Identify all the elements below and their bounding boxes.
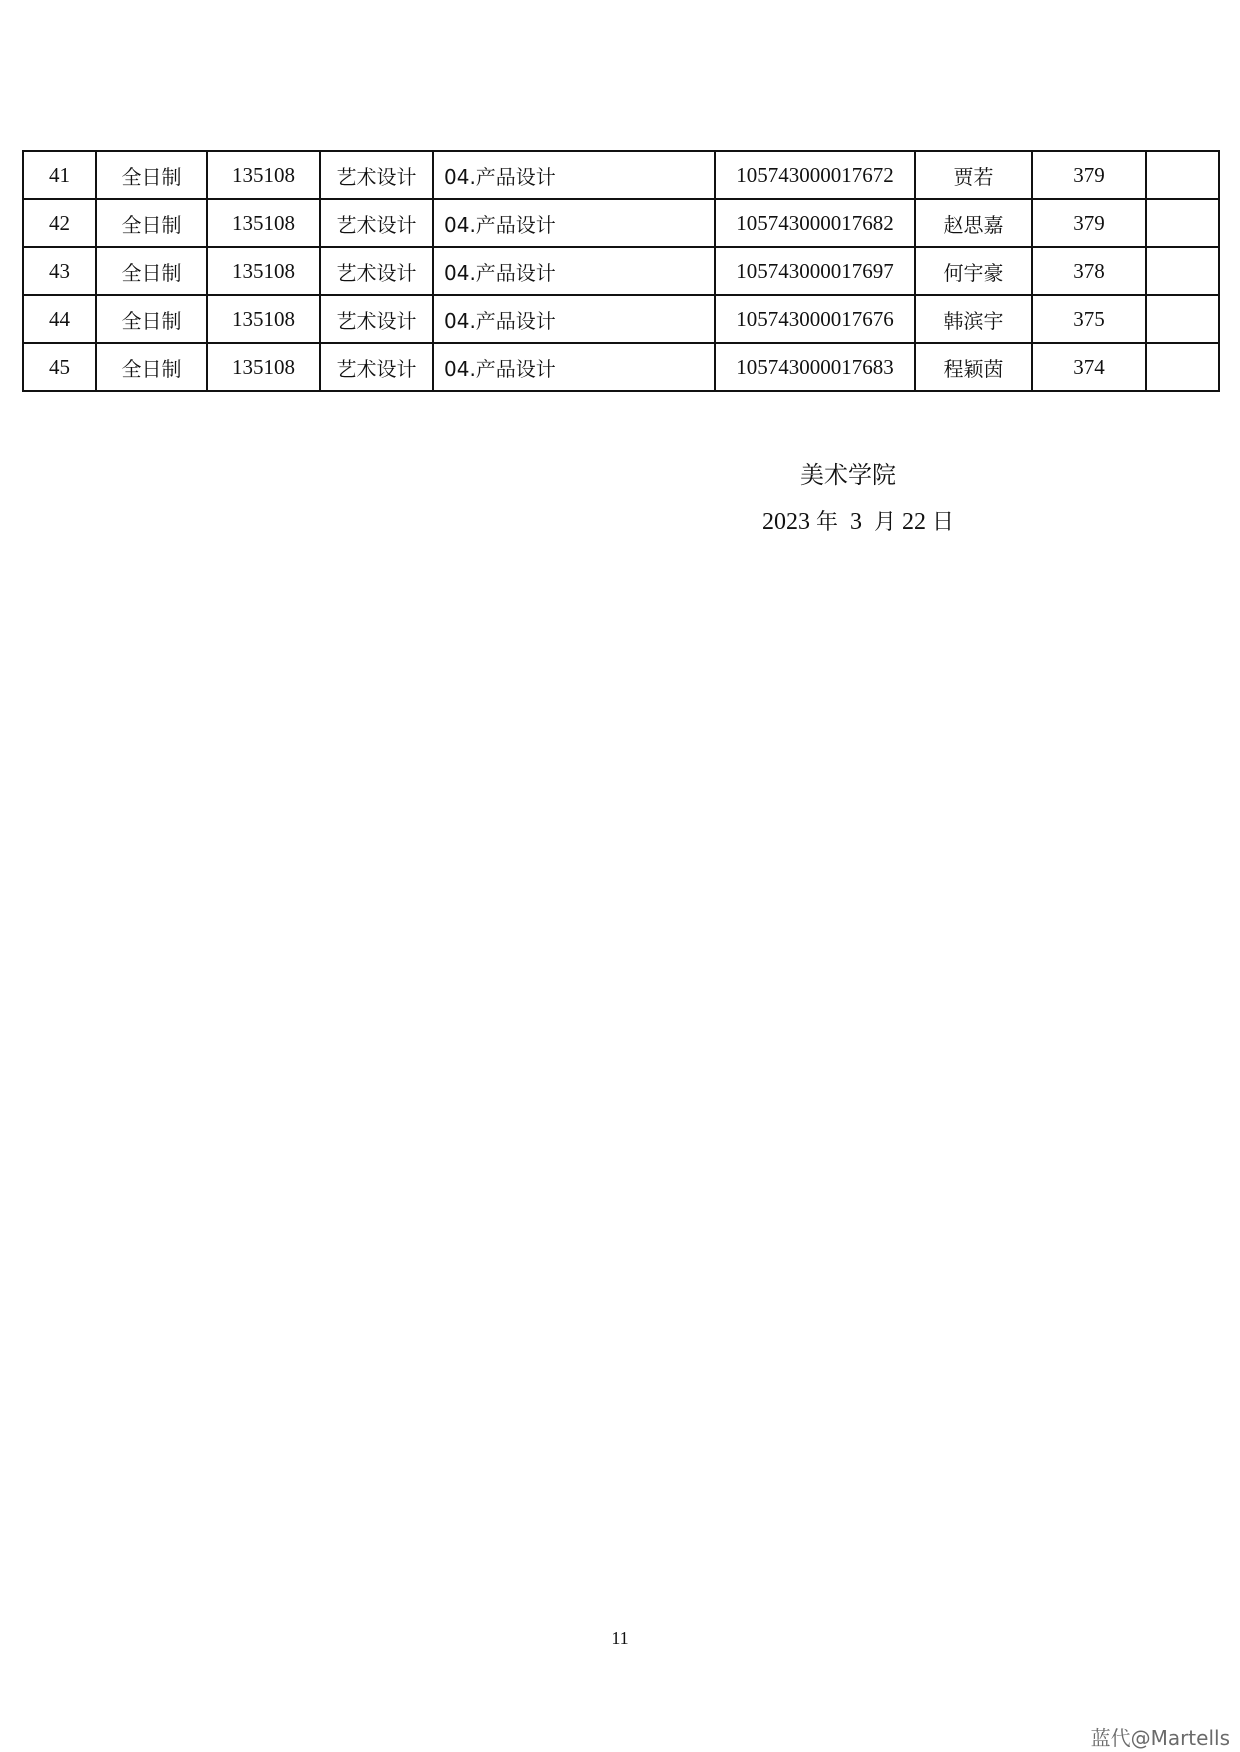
cell-no: 41	[23, 151, 96, 199]
cell-direction: 04.产品设计	[433, 343, 715, 391]
date-day-char: 日	[932, 510, 955, 535]
cell-remark	[1146, 199, 1219, 247]
cell-remark	[1146, 295, 1219, 343]
table-row	[23, 151, 1219, 199]
date-year-char: 年	[816, 510, 839, 535]
cell-score: 378	[1032, 247, 1146, 295]
cell-code: 135108	[207, 295, 320, 343]
cell-remark	[1146, 151, 1219, 199]
cell-name: 赵思嘉	[915, 199, 1032, 247]
cell-exam-id: 105743000017683	[715, 343, 915, 391]
cell-name: 何宇豪	[915, 247, 1032, 295]
cell-score: 374	[1032, 343, 1146, 391]
table-body	[23, 151, 1219, 391]
cell-exam-id: 105743000017676	[715, 295, 915, 343]
cell-remark	[1146, 247, 1219, 295]
cell-direction: 04.产品设计	[433, 151, 715, 199]
cell-direction: 04.产品设计	[433, 295, 715, 343]
cell-code: 135108	[207, 343, 320, 391]
cell-mode: 全日制	[96, 343, 207, 391]
cell-mode: 全日制	[96, 295, 207, 343]
cell-code: 135108	[207, 247, 320, 295]
admission-table	[22, 150, 1220, 392]
cell-name: 贾若	[915, 151, 1032, 199]
cell-remark	[1146, 343, 1219, 391]
watermark: 蓝代@Martells	[1090, 1726, 1230, 1750]
date-month-char: 月	[874, 510, 897, 535]
date-month: 3	[850, 509, 863, 535]
cell-major: 艺术设计	[320, 295, 433, 343]
cell-direction: 04.产品设计	[433, 247, 715, 295]
date-day: 22	[902, 509, 927, 535]
table-row	[23, 199, 1219, 247]
cell-score: 379	[1032, 151, 1146, 199]
cell-direction: 04.产品设计	[433, 199, 715, 247]
cell-exam-id: 105743000017682	[715, 199, 915, 247]
table-row	[23, 295, 1219, 343]
cell-major: 艺术设计	[320, 343, 433, 391]
cell-no: 44	[23, 295, 96, 343]
cell-score: 379	[1032, 199, 1146, 247]
cell-no: 42	[23, 199, 96, 247]
cell-name: 程颖茵	[915, 343, 1032, 391]
cell-name: 韩滨宇	[915, 295, 1032, 343]
cell-mode: 全日制	[96, 199, 207, 247]
cell-code: 135108	[207, 199, 320, 247]
page-number: 11	[611, 1628, 629, 1648]
cell-code: 135108	[207, 151, 320, 199]
cell-major: 艺术设计	[320, 247, 433, 295]
cell-no: 45	[23, 343, 96, 391]
cell-major: 艺术设计	[320, 151, 433, 199]
cell-mode: 全日制	[96, 247, 207, 295]
table-row	[23, 247, 1219, 295]
cell-exam-id: 105743000017672	[715, 151, 915, 199]
cell-score: 375	[1032, 295, 1146, 343]
cell-major: 艺术设计	[320, 199, 433, 247]
date-year: 2023	[762, 509, 810, 535]
college-name: 美术学院	[800, 461, 896, 489]
cell-no: 43	[23, 247, 96, 295]
signature-date	[762, 505, 954, 536]
table-row	[23, 343, 1219, 391]
cell-exam-id: 105743000017697	[715, 247, 915, 295]
cell-mode: 全日制	[96, 151, 207, 199]
